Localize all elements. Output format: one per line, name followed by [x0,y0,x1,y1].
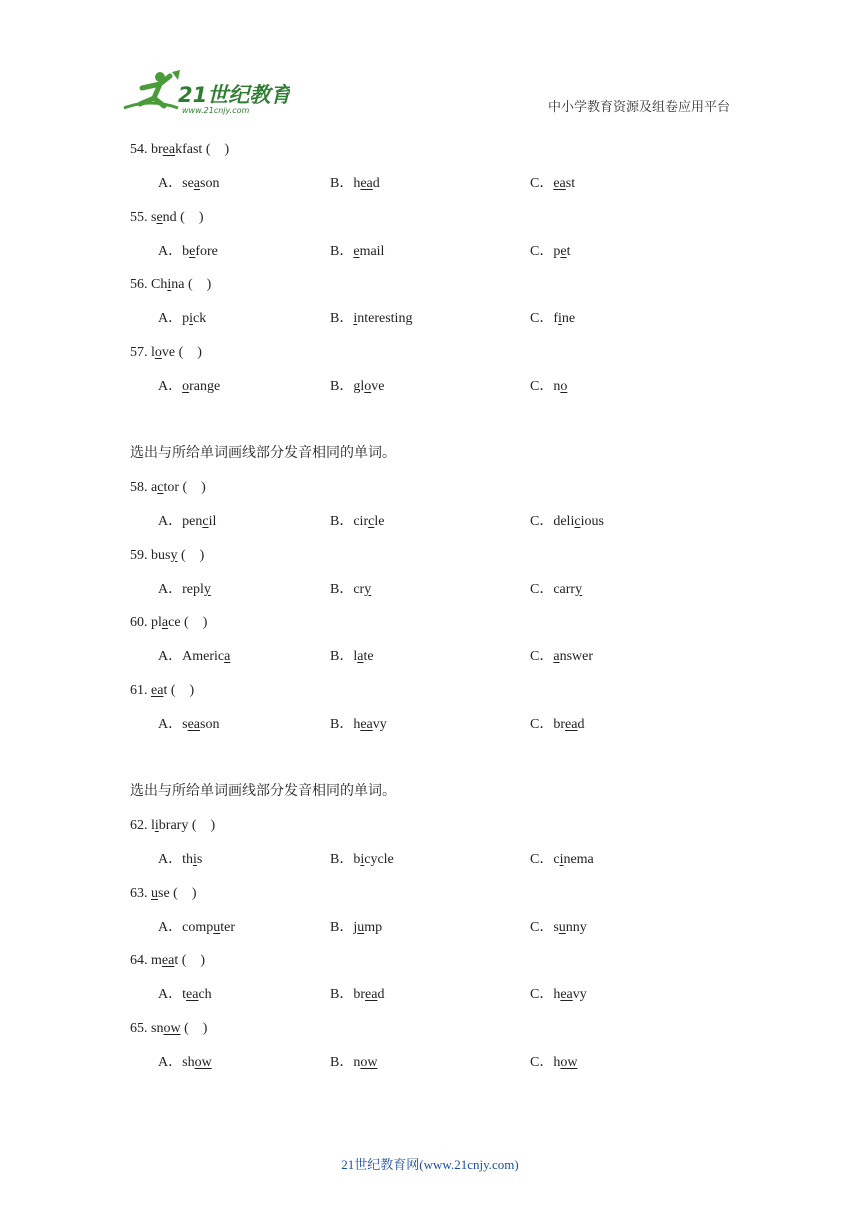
answer-option[interactable]: C．no [530,378,568,394]
answer-option[interactable]: B．email [330,243,385,259]
answer-blank[interactable]: ( ) [167,682,195,698]
answer-option[interactable]: C．fine [530,311,576,327]
answer-option[interactable]: B．now [330,1054,378,1070]
page-header [0,0,860,130]
question-stem: 63. use ( ) [130,885,197,901]
answer-option[interactable]: C．how [530,1054,578,1070]
answer-blank[interactable]: ( ) [176,209,204,225]
question-stem: 57. love ( ) [130,344,202,360]
answer-blank[interactable]: ( ) [179,480,206,495]
answer-option[interactable]: A．orange [158,378,221,394]
answer-option[interactable]: A．before [158,243,218,259]
section-instruction: 选出与所给单词画线部分发音相同的单词。 [130,445,396,461]
question-stem: 65. snow ( ) [130,1020,208,1036]
answer-option[interactable]: C．east [530,176,576,191]
question-stem: 62. library ( ) [130,818,216,833]
answer-blank[interactable]: ( ) [202,142,230,157]
answer-option[interactable]: A．season [158,716,220,732]
section-instruction: 选出与所给单词画线部分发音相同的单词。 [130,783,396,799]
answer-option[interactable]: B．late [330,649,374,665]
question-stem: 60. place ( ) [130,615,208,631]
answer-option[interactable]: C．heavy [530,987,587,1003]
answer-blank[interactable]: ( ) [177,547,205,563]
answer-option[interactable]: A．show [158,1054,212,1070]
answer-option[interactable]: B．heavy [330,716,387,732]
answer-option[interactable]: A．pick [158,311,207,327]
answer-option[interactable]: A．reply [158,581,211,597]
answer-blank[interactable]: ( ) [180,1020,208,1036]
question-stem: 56. China ( ) [130,277,212,293]
logo-text: 21世纪教育 [178,83,290,107]
answer-option[interactable]: A．computer [158,919,235,935]
answer-blank[interactable]: ( ) [180,615,208,631]
answer-option[interactable]: A．teach [158,987,212,1003]
footer-text: 21世纪教育网(www.21cnjy.com) [341,1157,519,1172]
runner-icon [124,70,180,108]
answer-option[interactable]: C．pet [530,243,571,259]
answer-option[interactable]: B．glove [330,378,385,394]
answer-option[interactable]: C．delicious [530,514,604,529]
answer-option[interactable]: A．season [158,176,220,191]
answer-option[interactable]: B．jump [330,919,383,935]
answer-blank[interactable]: ( ) [178,953,206,969]
question-stem: 55. send ( ) [130,209,204,225]
answer-option[interactable]: C．answer [530,649,593,665]
answer-blank[interactable]: ( ) [169,885,197,901]
answer-option[interactable]: B．cry [330,581,372,597]
logo [120,68,290,118]
answer-option[interactable]: C．bread [530,716,585,732]
answer-blank[interactable]: ( ) [188,818,216,833]
answer-option[interactable]: A．pencil [158,514,217,529]
question-stem: 58. actor ( ) [130,480,206,495]
question-stem: 54. breakfast ( ) [130,142,230,157]
answer-option[interactable]: C．sunny [530,919,587,935]
question-stem: 64. meat ( ) [130,953,206,969]
question-stem: 61. eat ( ) [130,682,195,698]
answer-option[interactable]: C．cinema [530,852,594,867]
answer-option[interactable]: B．head [330,176,380,191]
answer-option[interactable]: B．bicycle [330,852,394,867]
answer-option[interactable]: B．circle [330,514,385,529]
header-tagline: 中小学教育资源及组卷应用平台 [548,100,731,115]
answer-option[interactable]: C．carry [530,581,583,597]
answer-blank[interactable]: ( ) [184,277,212,293]
question-stem: 59. busy ( ) [130,547,205,563]
answer-option[interactable]: A．America [158,649,231,665]
answer-blank[interactable]: ( ) [175,344,202,360]
answer-option[interactable]: B．bread [330,987,385,1003]
answer-option[interactable]: A．this [158,852,203,867]
answer-option[interactable]: B．interesting [330,311,413,327]
logo-url: www.21cnjy.com [182,106,250,115]
